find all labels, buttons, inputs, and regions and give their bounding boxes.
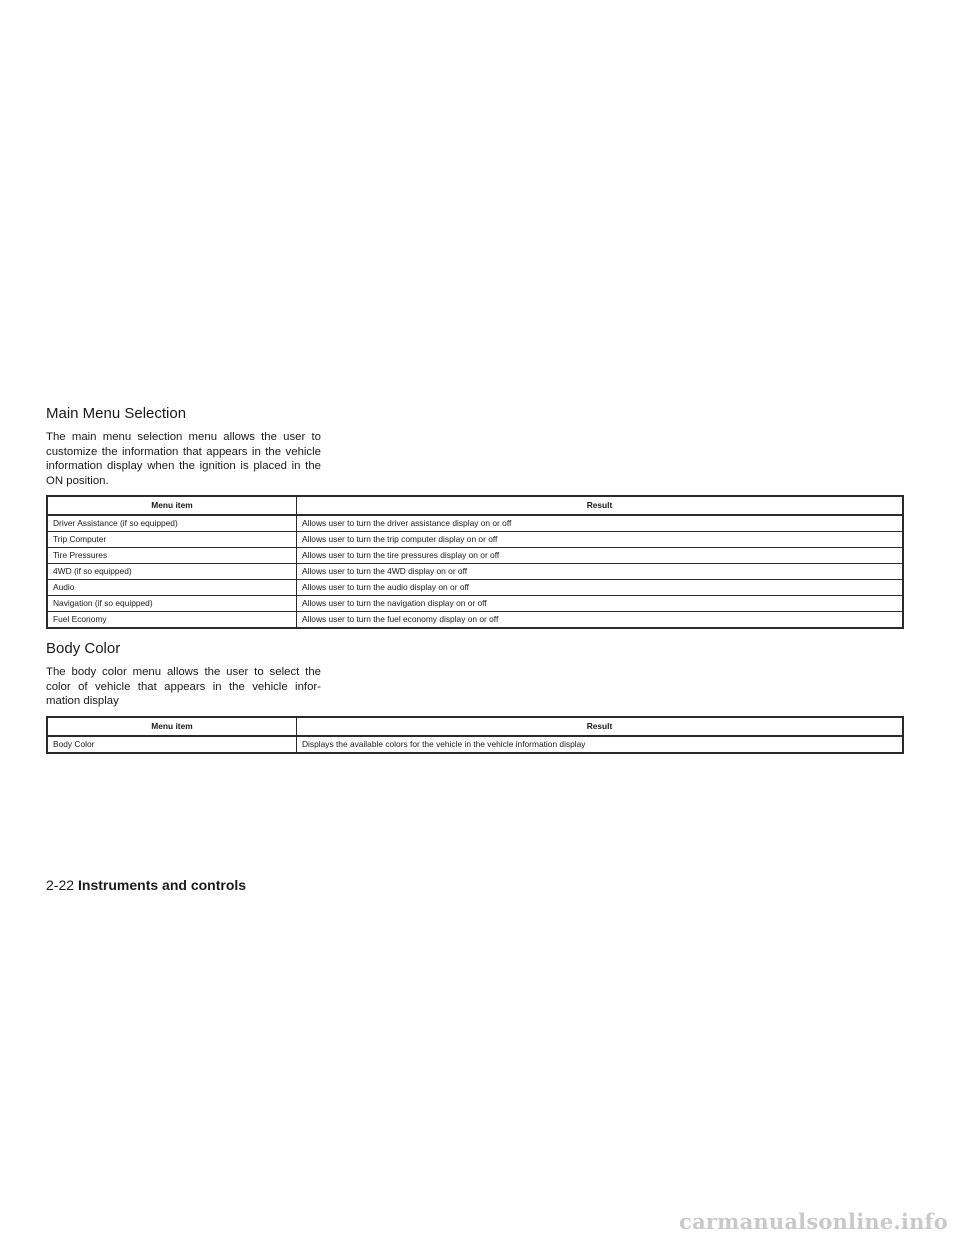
menu-item-cell: 4WD (if so equipped)	[47, 564, 297, 580]
column-header-menu-item: Menu item	[47, 496, 297, 515]
table-row	[47, 596, 903, 612]
column-header-result: Result	[297, 717, 904, 736]
body-color-heading: Body Color	[46, 640, 121, 657]
result-cell: Allows user to turn the driver assistance display on or off	[297, 515, 904, 532]
menu-item-cell: Driver Assistance (if so equipped)	[47, 515, 297, 532]
menu-item-cell: Body Color	[47, 736, 297, 753]
table-header-row	[47, 496, 903, 515]
result-cell: Allows user to turn the 4WD display on or off	[297, 564, 904, 580]
main-menu-table	[46, 495, 904, 629]
result-cell: Displays the available colors for the vehicle in the vehicle information display	[297, 736, 904, 753]
table-row	[47, 548, 903, 564]
menu-item-cell: Tire Pressures	[47, 548, 297, 564]
menu-item-cell: Navigation (if so equipped)	[47, 596, 297, 612]
column-header-result: Result	[297, 496, 904, 515]
page-number: 2-22	[46, 877, 75, 893]
table-row	[47, 532, 903, 548]
table-row	[47, 580, 903, 596]
body-color-intro: The body color menu allows the user to select the color of vehicle that appears in the vehicle infor-mation display	[46, 666, 321, 707]
column-header-menu-item: Menu item	[47, 717, 297, 736]
body-color-table	[46, 716, 904, 754]
result-cell: Allows user to turn the fuel economy display on or off	[297, 612, 904, 629]
main-menu-intro: The main menu selection menu allows the user to customize the information that appears in the vehicle information display when the ignition is placed in the ON position.	[46, 431, 321, 487]
result-cell: Allows user to turn the navigation display on or off	[297, 596, 904, 612]
menu-item-cell: Fuel Economy	[47, 612, 297, 629]
result-cell: Allows user to turn the trip computer display on or off	[297, 532, 904, 548]
main-menu-section	[46, 404, 904, 629]
table-header-row	[47, 717, 903, 736]
menu-item-cell: Audio	[47, 580, 297, 596]
result-cell: Allows user to turn the audio display on or off	[297, 580, 904, 596]
table-row	[47, 612, 903, 629]
table-row	[47, 564, 903, 580]
menu-item-cell: Trip Computer	[47, 532, 297, 548]
main-menu-heading: Main Menu Selection	[46, 405, 187, 422]
chapter-title: Instruments and controls	[78, 877, 247, 893]
body-color-section	[46, 639, 904, 754]
page-footer	[46, 876, 246, 894]
watermark: carmanualsonline.info	[679, 1209, 948, 1234]
table-row	[47, 515, 903, 532]
result-cell: Allows user to turn the tire pressures display on or off	[297, 548, 904, 564]
table-row	[47, 736, 903, 753]
